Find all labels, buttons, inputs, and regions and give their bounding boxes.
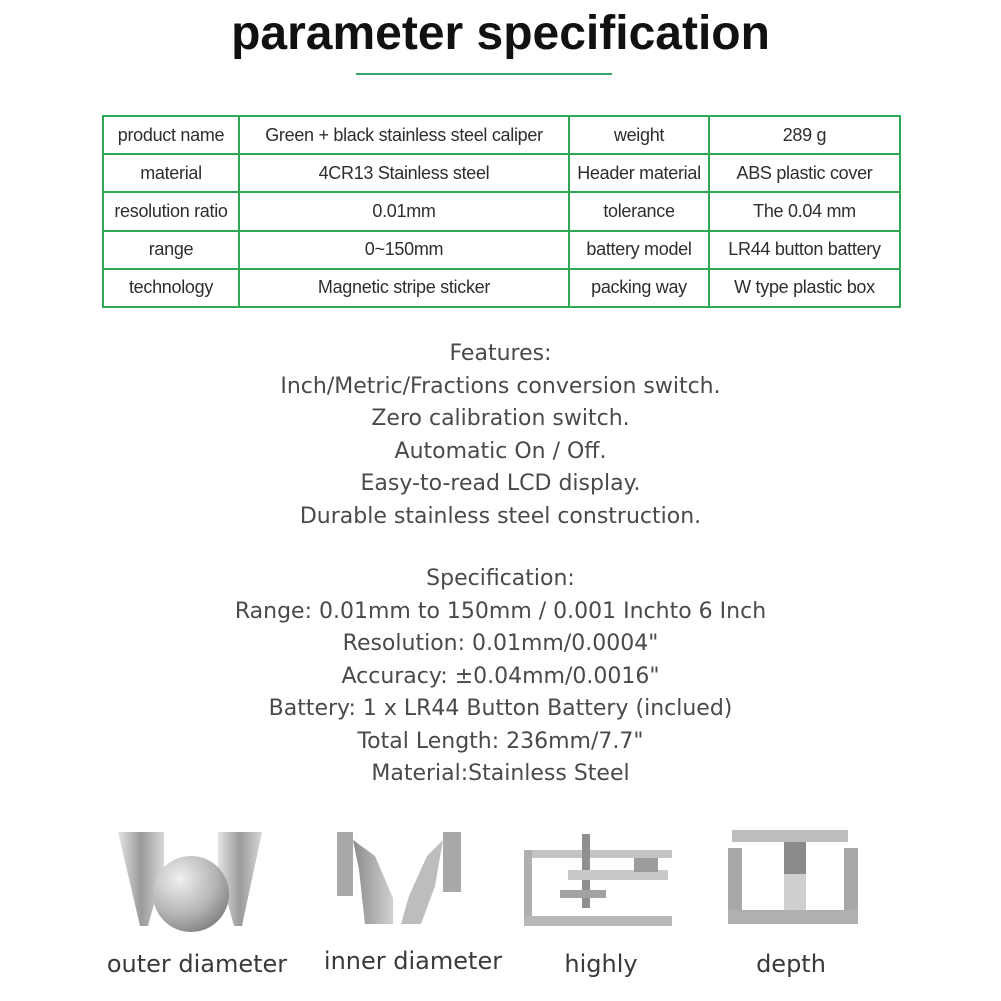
specification-heading: Specification:	[426, 566, 575, 591]
specification-item: Material:Stainless Steel	[371, 761, 630, 786]
spec-value: W type plastic box	[709, 269, 900, 307]
table-row	[103, 192, 900, 230]
spec-label: range	[103, 231, 239, 269]
outer-diameter-label: outer diameter	[106, 950, 288, 978]
spec-value: Green + black stainless steel caliper	[239, 116, 569, 154]
height-icon	[524, 830, 672, 928]
spec-label: resolution ratio	[103, 192, 239, 230]
page-title: parameter specification	[231, 7, 770, 60]
specification-item: Battery: 1 x LR44 Button Battery (inclued)	[268, 696, 733, 721]
spec-value: 289 g	[709, 116, 900, 154]
feature-item: Inch/Metric/Fractions conversion switch.	[280, 373, 721, 399]
specification-section	[0, 563, 1001, 791]
features-section	[0, 338, 1001, 533]
features-heading: Features:	[449, 341, 552, 366]
height-label: highly	[564, 950, 638, 978]
spec-value: Magnetic stripe sticker	[239, 269, 569, 307]
feature-item: Automatic On / Off.	[394, 438, 607, 464]
spec-label: material	[103, 154, 239, 192]
specification-item: Total Length: 236mm/7.7"	[357, 728, 644, 754]
feature-item: Easy-to-read LCD display.	[360, 471, 641, 496]
spec-table	[102, 115, 901, 308]
spec-label: Header material	[569, 154, 709, 192]
depth-label: depth	[756, 950, 826, 978]
table-row	[103, 269, 900, 307]
table-row	[103, 231, 900, 269]
spec-label: technology	[103, 269, 239, 307]
table-row	[103, 154, 900, 192]
spec-value: LR44 button battery	[709, 231, 900, 269]
spec-value: 4CR13 Stainless steel	[239, 154, 569, 192]
spec-value: 0.01mm	[239, 192, 569, 230]
title-underline	[356, 73, 612, 75]
spec-label: battery model	[569, 231, 709, 269]
spec-label: tolerance	[569, 192, 709, 230]
spec-label: weight	[569, 116, 709, 154]
spec-label: packing way	[569, 269, 709, 307]
spec-value: 0~150mm	[239, 231, 569, 269]
inner-diameter-icon	[335, 830, 465, 930]
specification-item: Resolution: 0.01mm/0.0004"	[342, 631, 659, 656]
outer-diameter-icon	[110, 828, 270, 938]
depth-icon	[728, 828, 858, 924]
spec-value: The 0.04 mm	[709, 192, 900, 230]
feature-item: Zero calibration switch.	[371, 406, 630, 431]
specification-item: Accuracy: ±0.04mm/0.0016"	[341, 663, 660, 689]
spec-value: ABS plastic cover	[709, 154, 900, 192]
spec-label: product name	[103, 116, 239, 154]
specification-item: Range: 0.01mm to 150mm / 0.001 Inchto 6 Inch	[234, 598, 767, 624]
table-row	[103, 116, 900, 154]
feature-item: Durable stainless steel construction.	[299, 503, 702, 529]
inner-diameter-label: inner diameter	[323, 947, 503, 975]
